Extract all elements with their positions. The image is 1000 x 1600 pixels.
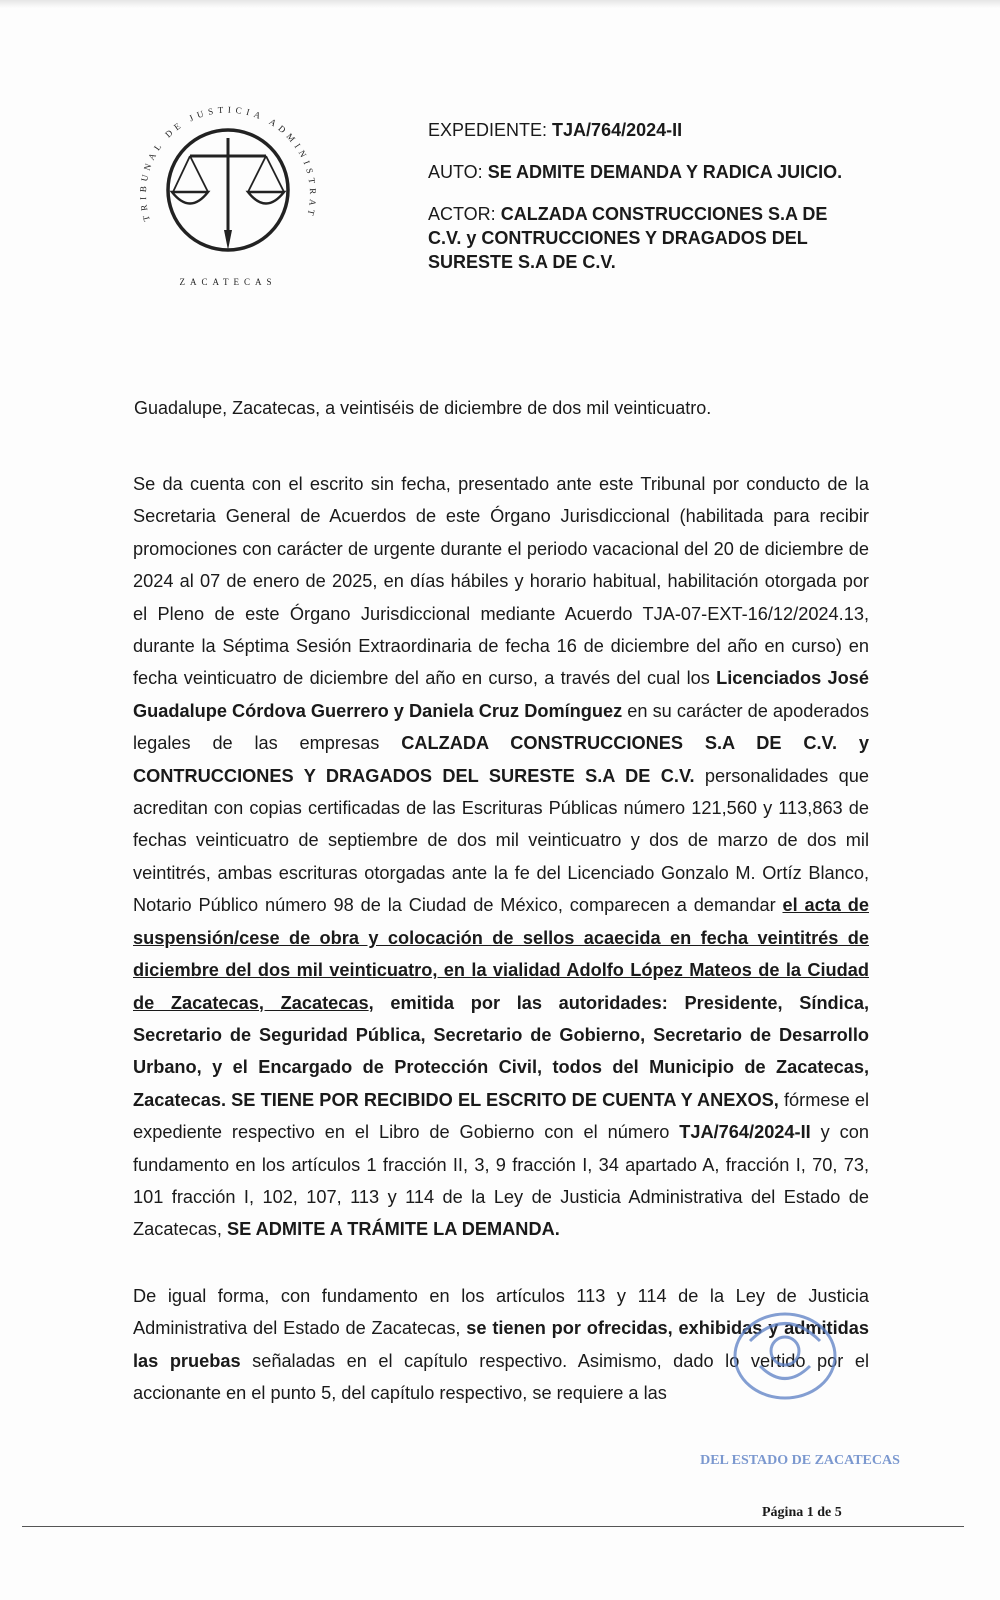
- svg-text:TRIBUNAL DE JUSTICIA ADMINISTR: [128, 80, 318, 222]
- para1-text-1: Se da cuenta con el escrito sin fecha, presentado ante este Tribunal por conducto de la Secretaria General de Acuerdos de este Órgano Jurisdiccional (habilitada para recibir promociones con carácter de urgente durante el periodo vacacional del 20 de diciembre de 2024 al 07 de enero de 2025, en días hábiles y horario habitual, habilitación otorgada por el Pleno de este Órgano Jurisdiccional mediante Acuerdo TJA-07-EXT-16/12/2024.13, durante la Séptima Sesión Extraordinaria de fecha 16 de diciembre del año en curso) en fecha veinticuatro de diciembre del año en curso, a través del cual los: [133, 474, 869, 689]
- para2-text-2: señaladas en el capítulo respectivo. Asimismo, dado lo vertido por el accionante en el punto 5, del capítulo respectivo, se requiere a las: [133, 1350, 869, 1403]
- seal-emblem-icon: [690, 1296, 910, 1486]
- scales-of-justice-icon: [128, 80, 328, 290]
- tribunal-logo: [128, 80, 328, 290]
- actor-line: [428, 202, 848, 274]
- actor-label: ACTOR:: [428, 204, 496, 224]
- para1-bold-companies: CALZADA CONSTRUCCIONES S.A DE C.V. y CONTRUCCIONES Y DRAGADOS DEL SURESTE S.A DE C.V.: [133, 733, 869, 786]
- auto-value: SE ADMITE DEMANDA Y RADICA JUICIO.: [487, 162, 843, 182]
- para1-bold-admite: SE ADMITE A TRÁMITE LA DEMANDA.: [227, 1219, 560, 1240]
- expediente-value: TJA/764/2024-II: [552, 120, 683, 140]
- auto-label: AUTO:: [428, 162, 483, 182]
- para1-bold-authorities: , emitida por las autoridades: Presidente, Síndica, Secretario de Seguridad Pública, Secretario de Gobierno, Secretario de Desarrollo Urbano, y el Encargado de Protección Civil, todos del Municipio de Zacatecas, Zacatecas. SE TIENE POR RECIBIDO EL ESCRITO DE CUENTA Y ANEXOS,: [133, 992, 870, 1110]
- case-header: [428, 118, 848, 292]
- actor-value: CALZADA CONSTRUCCIONES S.A DE C.V. y CONTRUCCIONES Y DRAGADOS DEL SURESTE S.A DE C.V.: [428, 204, 828, 272]
- para1-underlined-act: el acta de suspensión/cese de obra y colocación de sellos acaecida en fecha veintitrés de diciembre del dos mil veinticuatro, en la vialidad Adolfo López Mateos de la Ciudad de Zacatecas, Zacatecas: [133, 895, 869, 1013]
- para2-bold-pruebas: se tienen por ofrecidas, exhibidas y admitidas las pruebas: [133, 1318, 870, 1371]
- para1-text-3: personalidades que acreditan con copias certificadas de las Escrituras Públicas número 121,560 y 113,863 de fechas veinticuatro de septiembre de dos mil veinticuatro y dos de marzo de dos mil veintitrés, ambas escrituras otorgadas ante la fe del Licenciado Gonzalo M. Ortíz Blanco, Notario Público número 98 de la Ciudad de México, comparecen a demandar: [133, 765, 869, 916]
- expediente-label: EXPEDIENTE:: [428, 120, 548, 140]
- footer-divider: [22, 1526, 964, 1527]
- logo-arc-text: TRIBUNAL DE JUSTICIA ADMINISTRAT: [137, 104, 319, 223]
- para1-text-4: fórmese el expediente respectivo en el Libro de Gobierno con el número: [133, 1089, 869, 1143]
- para1-text-5: y con fundamento en los artículos 1 fracción II, 3, 9 fracción I, 34 apartado A, fracción I, 70, 73, 101 fracción I, 102, 107, 113 y 114 de la Ley de Justicia Administrativa del Estado de Zacatecas,: [133, 1122, 869, 1240]
- para1-bold-lawyers: Licenciados José Guadalupe Córdova Guerrero y Daniela Cruz Domínguez: [133, 668, 869, 721]
- para2-text-1: De igual forma, con fundamento en los artículos 113 y 114 de la Ley de Justicia Administrativa del Estado de Zacatecas,: [133, 1285, 869, 1339]
- page-number: Página 1 de 5: [762, 1505, 842, 1520]
- document-body: [133, 468, 869, 1409]
- date-line: Guadalupe, Zacatecas, a veintiséis de diciembre de dos mil veinticuatro.: [134, 398, 712, 418]
- para1-text-2: en su carácter de apoderados legales de las empresas: [133, 700, 869, 754]
- seal-text: DEL ESTADO DE ZACATECAS: [700, 1453, 900, 1468]
- expediente-line: [428, 118, 848, 142]
- page-top-shadow: [0, 0, 1000, 8]
- auto-line: [428, 160, 848, 184]
- logo-bottom-text: ZACATECAS: [179, 277, 277, 287]
- paragraph-1: [133, 468, 869, 1246]
- official-seal-stamp: [690, 1296, 910, 1486]
- para1-bold-expediente: TJA/764/2024-II: [679, 1122, 811, 1143]
